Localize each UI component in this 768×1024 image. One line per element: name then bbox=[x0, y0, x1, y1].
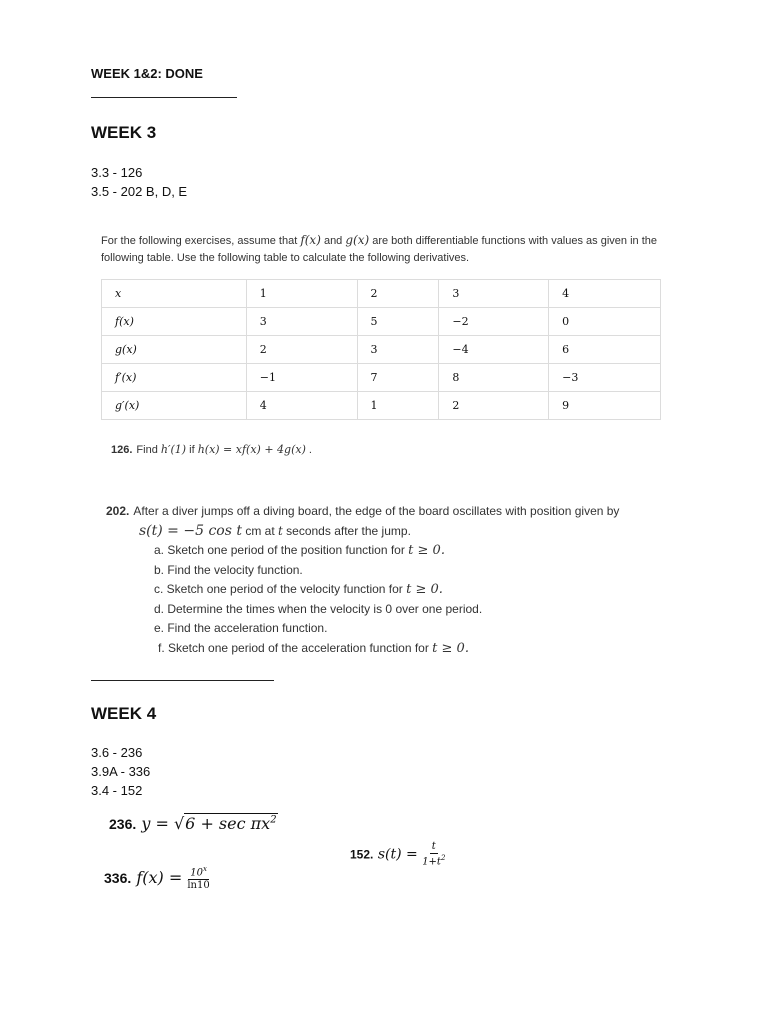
divider bbox=[91, 680, 274, 681]
table-cell: −3 bbox=[549, 364, 661, 392]
week3-assignment: 3.5 - 202 B, D, E bbox=[91, 184, 188, 199]
list-item: b. Find the velocity function. bbox=[154, 562, 303, 577]
exercise-126: 126. Find h′(1) if h(x) = xf(x) + 4g(x) . bbox=[111, 443, 312, 456]
list-item: c. Sketch one period of the velocity function for t ≥ 0. bbox=[154, 582, 443, 597]
table-cell: g′(x) bbox=[102, 392, 247, 420]
table-cell: 2 bbox=[246, 336, 357, 364]
divider bbox=[91, 97, 237, 98]
exercise-202: 202. After a diver jumps off a diving board, the edge of the board oscillates with position given by s(t) = −5 cos t cm at t seconds after the jump. a. Sketch one period of the position function for t ≥ 0. b. Find the velocity function. c. Sketch one period of the velocity function for t ≥ 0. d. Determine the times when the velocity is 0 over one period. e. Find the acceleration function. f. Sketch one period of the acceleration function for t ≥ 0. bbox=[106, 502, 619, 658]
table-cell: 6 bbox=[549, 336, 661, 364]
table-cell: 5 bbox=[357, 308, 439, 336]
week4-assignment: 3.9A - 336 bbox=[91, 764, 151, 779]
table-cell: 0 bbox=[549, 308, 661, 336]
table-cell: −1 bbox=[246, 364, 357, 392]
list-item: e. Find the acceleration function. bbox=[154, 621, 328, 635]
equation-336: 336. f(x) = $\frac{10^x}{\ln 10}$ bbox=[104, 865, 210, 892]
table-cell: −4 bbox=[439, 336, 549, 364]
table-row bbox=[102, 336, 661, 364]
week12-heading: WEEK 1&2: DONE bbox=[91, 66, 203, 81]
table-cell: f′(x) bbox=[102, 364, 247, 392]
table-cell: 9 bbox=[549, 392, 661, 420]
table-cell: 8 bbox=[439, 364, 549, 392]
table-cell: g(x) bbox=[102, 336, 247, 364]
values-table bbox=[101, 279, 661, 420]
table-row bbox=[102, 280, 661, 308]
week3-assignment: 3.3 - 126 bbox=[91, 165, 143, 180]
table-cell: 4 bbox=[549, 280, 661, 308]
f-function: f(x) bbox=[300, 233, 321, 247]
equation-152: 152. s(t) = $\frac{t}{1+t^2}$ bbox=[350, 841, 446, 868]
table-row bbox=[102, 364, 661, 392]
table-cell: 4 bbox=[246, 392, 357, 420]
table-cell: 2 bbox=[439, 392, 549, 420]
week4-assignment: 3.6 - 236 bbox=[91, 745, 143, 760]
table-cell: x bbox=[102, 280, 247, 308]
list-item: a. Sketch one period of the position function for t ≥ 0. bbox=[154, 543, 445, 558]
week4-heading: WEEK 4 bbox=[91, 704, 157, 723]
table-cell: 3 bbox=[439, 280, 549, 308]
table-cell: 1 bbox=[357, 392, 439, 420]
g-function: g(x) bbox=[345, 233, 370, 247]
week3-heading: WEEK 3 bbox=[91, 123, 157, 142]
position-equation: s(t) = −5 cos t bbox=[139, 522, 242, 539]
table-cell: 3 bbox=[357, 336, 439, 364]
list-item: f. Sketch one period of the acceleration function for t ≥ 0. bbox=[158, 640, 469, 656]
list-item: d. Determine the times when the velocity is 0 over one period. bbox=[154, 601, 483, 616]
exercise-intro: For the following exercises, assume that f(x) and g(x) are both differentiable functions with values as given in the following table. Use the following table to calculate the following derivatives. bbox=[101, 233, 657, 264]
table-cell: 7 bbox=[357, 364, 439, 392]
equation-236: 236. $y = √6 + \sec \pi x^2$ bbox=[109, 814, 277, 833]
table-cell: 2 bbox=[357, 280, 439, 308]
week4-assignment: 3.4 - 152 bbox=[91, 783, 143, 798]
table-cell: 3 bbox=[246, 308, 357, 336]
table-row bbox=[102, 308, 661, 336]
table-cell: 1 bbox=[246, 280, 357, 308]
table-cell: −2 bbox=[439, 308, 549, 336]
table-row bbox=[102, 392, 661, 420]
table-cell: f(x) bbox=[102, 308, 247, 336]
